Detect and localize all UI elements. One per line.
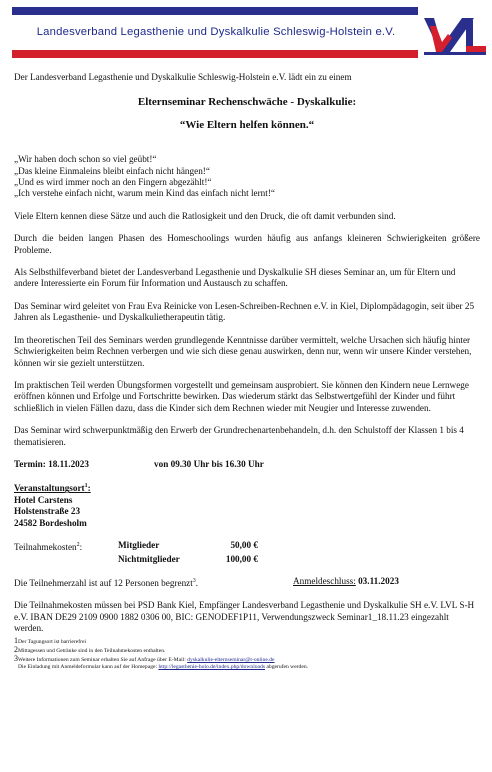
paragraph: Als Selbsthilfeverband bietet der Landesverband Legasthenie und Dyskalkulie SH dieses Seminar an, um für Eltern und andere Interessierte ein Forum für Information und Austausch zu schaffen. bbox=[14, 267, 456, 289]
paragraph: Das Seminar wird schwerpunktmäßig den Erwerb der Grundrechenartenbehandeln, d.h. den Schulstoff der Klassen 1 bis 4 thematisieren. bbox=[14, 425, 464, 447]
fee-name: Mitglieder bbox=[118, 540, 160, 551]
paragraph: Im theoretischen Teil des Seminars werden grundlegende Kenntnisse darüber vermittelt, welche Ursachen sich häufig hinter Schwierigkeiten beim Rechnen verbergen und wie sich diese genau auswirken, denn nur, wenn wir unsere Kinder verstehen, können wir sie gezielt unterstützen. bbox=[14, 334, 472, 368]
paragraph: Durch die beiden langen Phasen des Homeschoolings wurden häufig aus anfangs kleineren Schwierigkeiten größere Probleme. bbox=[14, 233, 480, 255]
organization-title: Landesverband Legasthenie und Dyskalkulie Schleswig-Holstein e.V. bbox=[36, 26, 396, 38]
footnote: 2Mittagessen und Getränke sind in den Teilnahmekosten enthalten. bbox=[14, 644, 166, 654]
time-range: von 09.30 Uhr bis 16.30 Uhr bbox=[154, 458, 264, 469]
fee-amount: 50,00 € bbox=[230, 540, 258, 551]
footnote: 3Weitere Informationen zum Seminar erhalten Sie auf Anfrage über E-Mail: dyskalkulie-elternseminar@t-online.de bbox=[14, 654, 275, 663]
footnotes bbox=[14, 637, 480, 672]
letterhead bbox=[12, 7, 482, 57]
fee-amount: 100,00 € bbox=[225, 553, 258, 564]
bottom-red-stripe bbox=[12, 50, 418, 58]
venue-line: 24582 Bordesholm bbox=[14, 517, 87, 528]
quote-line: „Und es wird immer noch an den Fingern abgezählt!“ bbox=[14, 177, 212, 188]
paragraph: Das Seminar wird geleitet von Frau Eva Reinicke von Lesen-Schreiben-Rechnen e.V. in Kiel, Diplompädagogin, seit über 25 Jahren als Legasthenie- und Dyskalkulietherapeutin tätig. bbox=[14, 300, 475, 323]
limit-row bbox=[14, 576, 480, 589]
quote-line: „Ich verstehe einfach nicht, warum mein Kind das einfach nicht lernt!“ bbox=[14, 188, 275, 199]
quote-line: „Das kleine Einmaleins bleibt einfach nicht hängen!“ bbox=[14, 165, 210, 176]
fee-name: Nichtmitglieder bbox=[118, 553, 180, 564]
venue-block bbox=[14, 481, 480, 529]
footnote: 1Der Tagungsort ist barrierefrei bbox=[14, 635, 87, 645]
homepage-link[interactable]: http://legasthenie-holo.de/index.php/downloads bbox=[158, 664, 266, 671]
date-row bbox=[14, 459, 480, 470]
paragraph: Viele Eltern kennen diese Sätze und auch die Ratlosigkeit und den Druck, die oft damit verbunden sind. bbox=[14, 210, 396, 221]
venue-line: Holstenstraße 23 bbox=[14, 506, 81, 517]
document-body bbox=[14, 64, 480, 671]
intro-text: Der Landesverband Legasthenie und Dyskalkulie Schleswig-Holstein e.V. lädt ein zu einem bbox=[14, 72, 352, 82]
footer-line: Die Einladung mit Anmeldeformular kann auf der Homepage: http://legasthenie-holo.de/index.php/downloads abgerufen werden. bbox=[18, 664, 309, 671]
quote-line: „Wir haben doch schon so viel geübt!“ bbox=[14, 154, 157, 165]
lvl-logo bbox=[422, 12, 486, 56]
venue-line: Hotel Carstens bbox=[14, 494, 73, 505]
seminar-title: Elternseminar Rechenschwäche - Dyskalkulie: bbox=[137, 96, 357, 109]
seminar-subtitle: “Wie Eltern helfen können.“ bbox=[179, 118, 315, 131]
date-label: Termin: 18.11.2023 bbox=[14, 458, 89, 469]
payment-info: Die Teilnahmekosten müssen bei PSD Bank Kiel, Empfänger Landesverband Legasthenie und Dyskalkulie SH e.V. LVL S-H e.V. IBAN DE29 2109 0900 1882 0306 00, BIC: GENODEF1P11, Verwendungszweck Seminar1_18.11.23 eingezahlt werden. bbox=[14, 600, 475, 634]
registration-deadline: Anmeldeschluss: 03.11.2023 bbox=[293, 575, 399, 586]
participant-limit: Die Teilnehmerzahl ist auf 12 Personen begrenzt$^3$. bbox=[14, 577, 199, 588]
fees-block bbox=[14, 540, 480, 565]
paragraph: Im praktischen Teil werden Übungsformen vorgestellt und gemeinsam ausprobiert. Sie können den Kindern neue Lernwege eröffnen können und Erfolge und Fortschritte bewirken. Das wiederum stärkt das Selbstwertgefühl der Kinder und führt schließlich in vielen Fällen dazu, dass die Kinder sich dem Rechnen wieder mit Neugier und Interesse zuwenden. bbox=[14, 379, 469, 413]
fees-label: Teilnahmekosten$^2$: bbox=[14, 542, 83, 553]
email-link[interactable]: dyskalkulie-elternseminar@t-online.de bbox=[187, 657, 275, 663]
venue-label: Veranstaltungsort$^1$: bbox=[14, 483, 91, 494]
quotes-block bbox=[14, 154, 480, 200]
top-blue-stripe bbox=[12, 7, 418, 15]
